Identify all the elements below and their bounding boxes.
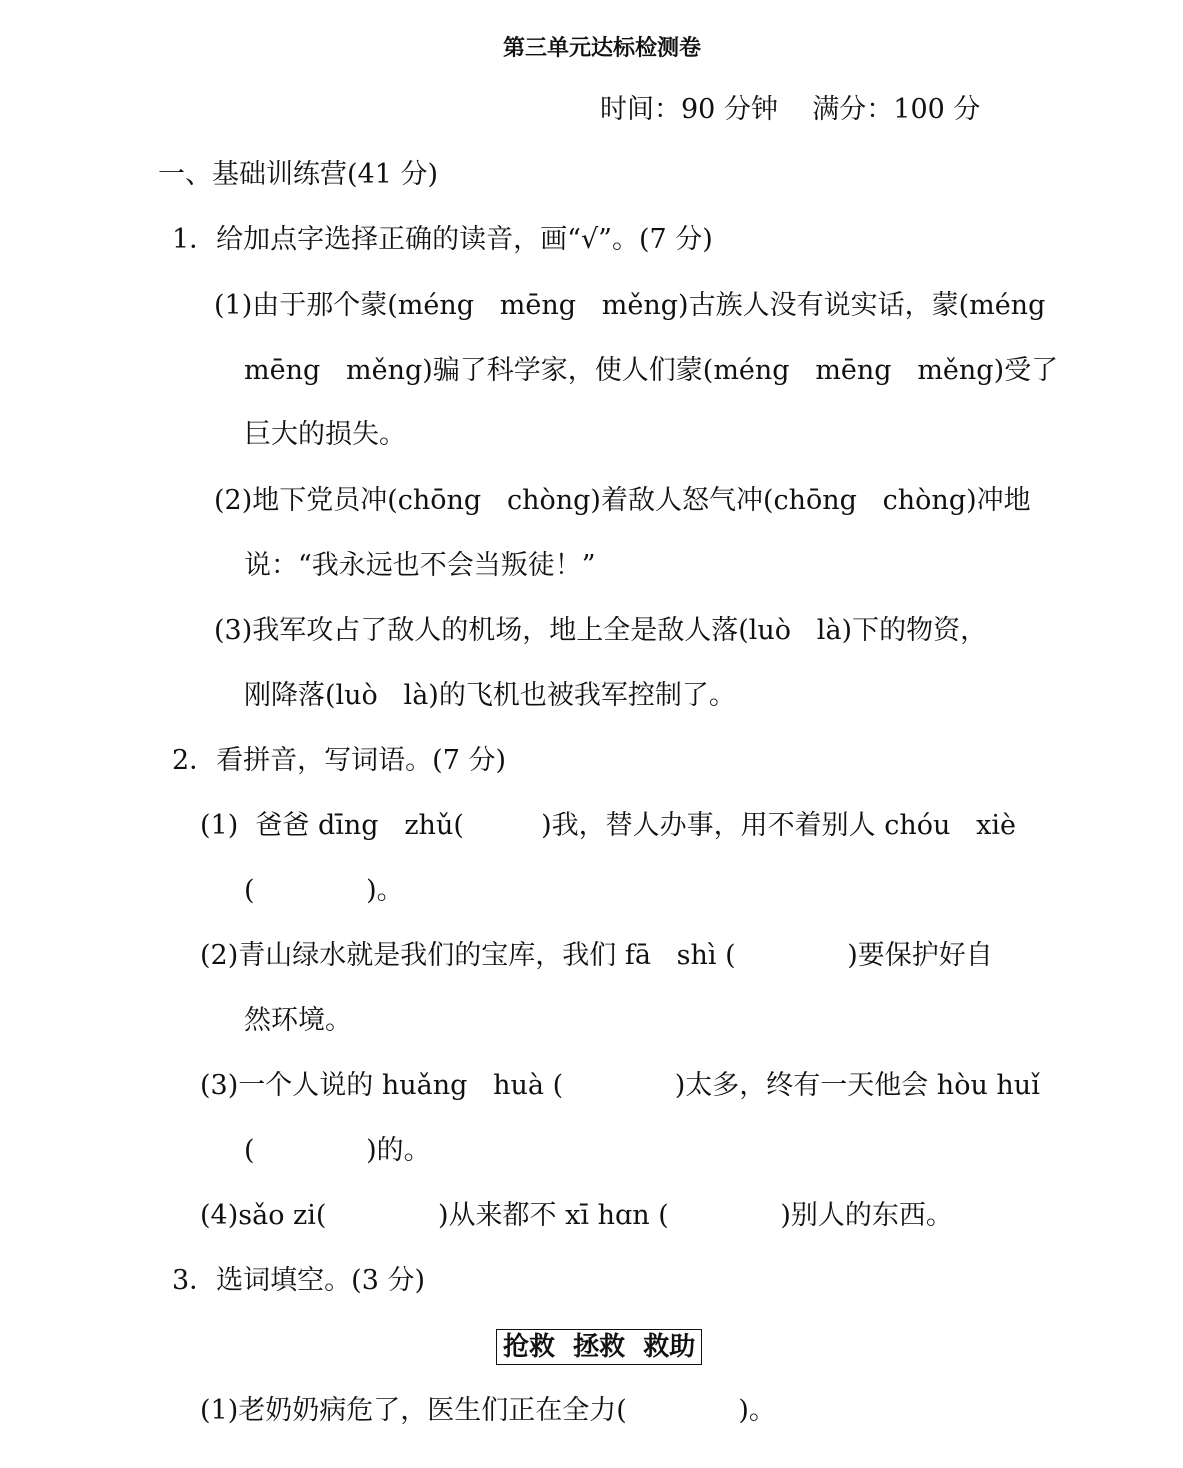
exam-title: 第三单元达标检测卷 bbox=[503, 36, 702, 61]
word-choice-box: 抢救 拯救 救助 bbox=[496, 1329, 702, 1365]
q2-item4-line1: (4)sǎo zi( )从来都不 xī hɑn ( )别人的东西。 bbox=[200, 1200, 953, 1231]
q3-item1-line1: (1)老奶奶病危了，医生们正在全力( )。 bbox=[200, 1395, 776, 1426]
section-heading: 一、基础训练营(41 分) bbox=[158, 159, 439, 190]
exam-meta: 时间：90 分钟 满分：100 分 bbox=[600, 94, 981, 125]
q1-item1-line1: (1)由于那个蒙(méng mēng měng)古族人没有说实话，蒙(méng bbox=[214, 290, 1046, 321]
question-3-stem: 3．选词填空。(3 分) bbox=[172, 1265, 426, 1296]
q1-item2-line1: (2)地下党员冲(chōng chòng)着敌人怒气冲(chōng chòng)冲地 bbox=[214, 485, 1031, 516]
q1-item2-line2: 说：“我永远也不会当叛徒！” bbox=[244, 550, 596, 581]
q1-item1-line2: mēng měng)骗了科学家，使人们蒙(méng mēng měng)受了 bbox=[244, 355, 1059, 386]
q1-item1-line3: 巨大的损失。 bbox=[244, 419, 406, 450]
q2-item2-line2: 然环境。 bbox=[244, 1005, 352, 1036]
q2-item1-line2: ( )。 bbox=[244, 875, 404, 906]
q1-item3-line2: 刚降落(luò là)的飞机也被我军控制了。 bbox=[244, 680, 736, 711]
question-2-stem: 2．看拼音，写词语。(7 分) bbox=[172, 745, 507, 776]
q1-item3-line1: (3)我军攻占了敌人的机场，地上全是敌人落(luò là)下的物资， bbox=[214, 615, 988, 646]
q2-item3-line2: ( )的。 bbox=[244, 1135, 431, 1166]
question-1-stem: 1．给加点字选择正确的读音，画“√”。(7 分) bbox=[172, 224, 713, 255]
q2-item1-line1: (1) 爸爸 dīng zhǔ( )我，替人办事，用不着别人 chóu xiè bbox=[200, 810, 1016, 841]
q2-item3-line1: (3)一个人说的 huǎng huà ( )太多，终有一天他会 hòu huǐ bbox=[200, 1070, 1040, 1101]
q2-item2-line1: (2)青山绿水就是我们的宝库，我们 fā shì ( )要保护好自 bbox=[200, 940, 993, 971]
